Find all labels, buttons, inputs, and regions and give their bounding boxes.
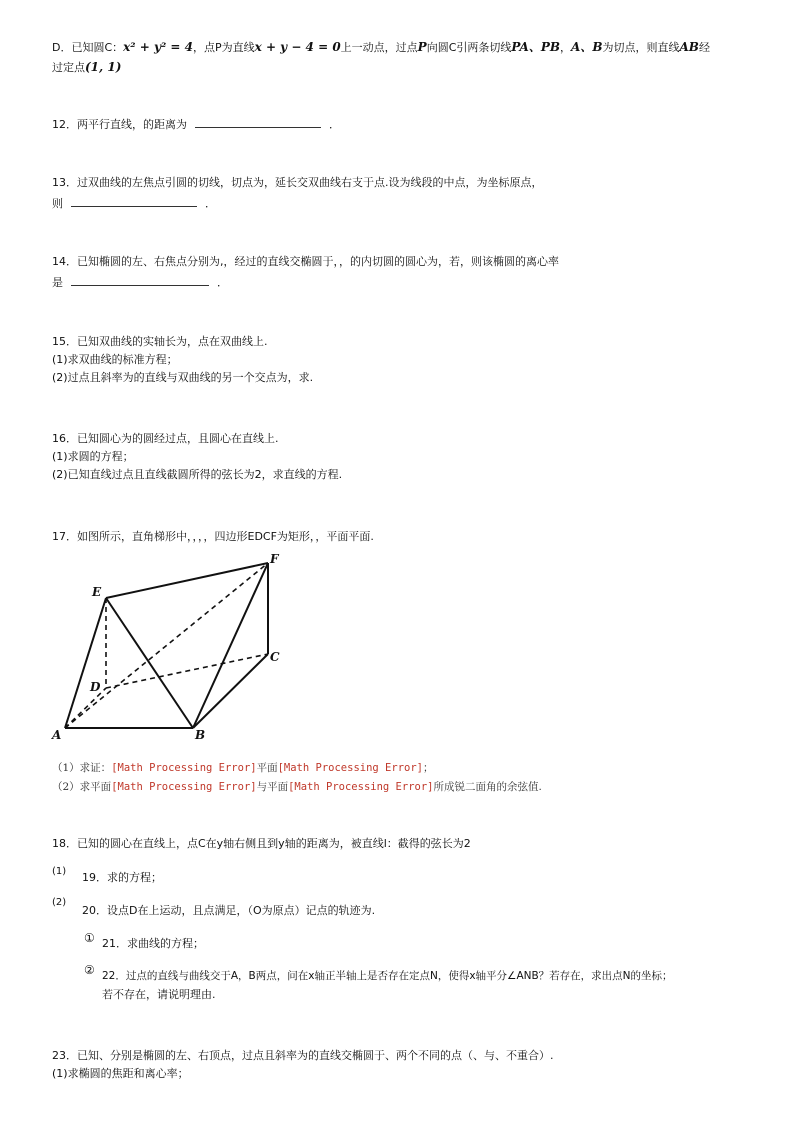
- q14-answer-blank[interactable]: [71, 274, 209, 286]
- q17-stem: 17．如图所示，直角梯形中，，，，四边形EDCF为矩形，，平面平面.: [52, 530, 374, 543]
- q13-end: ．: [205, 197, 216, 210]
- q11-line-equation: x + y − 4 = 0: [254, 40, 341, 54]
- q17-part2-a: （2）求平面: [52, 781, 112, 793]
- q18-sub22-line1: 22．过点的直线与曲线交于A，B两点，问在x轴正半轴上是否存在定点N，使得x轴平分∠ANB？若存在，求出点N的坐标；: [102, 970, 673, 982]
- q17-part2: [52, 775, 542, 794]
- q16-stem: 16．已知圆心为的圆经过点，且圆心在直线上.: [52, 432, 279, 445]
- q15-part1: (1)求双曲线的标准方程；: [52, 353, 178, 366]
- q11-text-b: ，点P为直线: [192, 41, 255, 54]
- q23-stem: 23．已知、分别是椭圆的左、右顶点，过点且斜率为的直线交椭圆于、两个不同的点（、与、不重合）.: [52, 1049, 554, 1062]
- q11-text-f: 经: [698, 41, 710, 54]
- q11-text-a: D．已知圆C：: [52, 41, 124, 54]
- q11-text-e: 为切点，则直线: [602, 41, 680, 54]
- q18-sub19: 19．求的方程；: [82, 871, 162, 884]
- q18-stem: 18．已知的圆心在直线上，点C在y轴右侧且到y轴的距离为，被直线l：截得的弦长为2: [52, 837, 471, 850]
- q15-stem: 15．已知双曲线的实轴长为，点在双曲线上.: [52, 335, 268, 348]
- q16-part1: (1)求圆的方程；: [52, 450, 134, 463]
- math-error-1: [Math Processing Error]: [111, 762, 257, 774]
- q16-part2: (2)已知直线过点且直线截圆所得的弦长为2，求直线的方程.: [52, 468, 343, 481]
- q12-end: ．: [329, 118, 340, 131]
- q13-line1: 13．过双曲线的左焦点引圆的切线，切点为，延长交双曲线右支于点.设为线段的中点，为坐标原点，: [52, 176, 543, 189]
- q13-prefix: 则: [52, 197, 63, 210]
- q11-fixed-point: (1, 1): [85, 60, 122, 74]
- vertex-label-e: E: [92, 585, 102, 599]
- math-error-2: [Math Processing Error]: [277, 762, 423, 774]
- q15-part2: (2)过点且斜率为的直线与双曲线的另一个交点为，求.: [52, 371, 314, 384]
- q18-circled-2: ②: [84, 963, 95, 977]
- q11-option-d-line1: [52, 40, 710, 55]
- q18-circled-1: ①: [84, 931, 95, 945]
- q17-geometry-figure: [50, 548, 290, 743]
- q17-part2-b: 与平面: [256, 781, 289, 793]
- q14-line2: [52, 274, 228, 290]
- q12-answer-blank[interactable]: [195, 116, 321, 128]
- q11-text-c: 上一动点，过点: [340, 41, 418, 54]
- math-error-3: [Math Processing Error]: [111, 781, 257, 793]
- vertex-label-c: C: [270, 650, 280, 664]
- vertex-label-b: B: [195, 728, 206, 742]
- q18-sub20: 20．设点D在上运动，且点满足，（O为原点）记点的轨迹为.: [82, 904, 376, 917]
- q11-text-d: 向圆C引两条切线: [426, 41, 512, 54]
- edge-dc-hidden: [106, 654, 268, 688]
- q11-tangent-points: A、B: [571, 40, 603, 54]
- edge-bc: [193, 654, 268, 728]
- q18-marker-2: (2): [52, 897, 67, 908]
- q11-text-g: 过定点: [52, 61, 85, 74]
- edge-ef: [106, 563, 268, 598]
- q11-separator: ，: [560, 41, 572, 54]
- edge-eb: [106, 598, 193, 728]
- q17-part1-a: （1）求证：: [52, 762, 112, 774]
- q12-text: 12．两平行直线，的距离为: [52, 118, 187, 131]
- q17-part1-c: ；: [423, 762, 434, 774]
- q18-marker-1: (1): [52, 866, 67, 877]
- q13-line2: [52, 195, 216, 211]
- vertex-label-a: A: [52, 728, 62, 742]
- q17-part1-b: 平面: [256, 762, 278, 774]
- q11-tangents: PA、PB: [511, 40, 561, 54]
- q12: [52, 116, 340, 132]
- vertex-label-d: D: [90, 680, 101, 694]
- q23-part1: (1)求椭圆的焦距和离心率；: [52, 1067, 189, 1080]
- q11-point-p: P: [417, 40, 427, 54]
- q17-part1: [52, 756, 434, 775]
- vertex-label-f: F: [270, 552, 279, 566]
- q14-end: ．: [217, 276, 228, 289]
- q11-option-d-line2: [52, 60, 121, 75]
- q13-answer-blank[interactable]: [71, 195, 197, 207]
- q18-sub21: 21．求曲线的方程；: [102, 937, 204, 950]
- q11-line-ab: AB: [679, 40, 699, 54]
- q14-prefix: 是: [52, 276, 63, 289]
- edge-bf: [193, 563, 268, 728]
- q18-sub22-line2: 若不存在，请说明理由.: [102, 988, 216, 1001]
- math-error-4: [Math Processing Error]: [288, 781, 434, 793]
- q17-part2-c: 所成锐二面角的余弦值.: [433, 781, 542, 793]
- q11-circle-equation: x² + y² = 4: [123, 40, 193, 54]
- q14-line1: 14．已知椭圆的左、右焦点分别为,，经过的直线交椭圆于，，的内切圆的圆心为，若，则该椭圆的离心率: [52, 255, 559, 268]
